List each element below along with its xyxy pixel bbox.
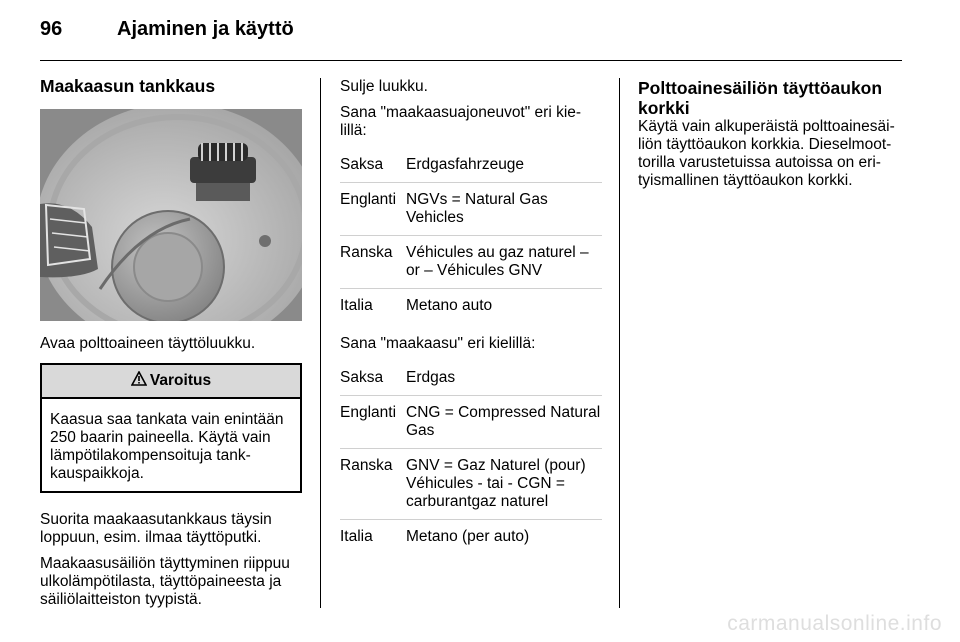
table-row bbox=[340, 361, 602, 396]
table-row bbox=[340, 148, 602, 183]
term-cell: Erdgas bbox=[406, 369, 456, 386]
table-row bbox=[340, 289, 602, 324]
language-cell: Saksa bbox=[340, 369, 384, 386]
table-row bbox=[340, 236, 602, 289]
page-number: 96 bbox=[40, 18, 63, 40]
term-cell: GNV = Gaz Naturel (pour) Véhicules - tai - CGN = carburantgaz naturel bbox=[406, 449, 602, 520]
column-divider-2 bbox=[619, 78, 620, 608]
paragraph-complete-refuelling: Suorita maakaasutankkaus täysin loppuun, esim. ilmaa täyttöputki. bbox=[40, 511, 272, 546]
column-divider-1 bbox=[320, 78, 321, 608]
fuel-filler-photo bbox=[40, 109, 302, 321]
term-cell: Metano (per auto) bbox=[406, 520, 602, 555]
warning-text: Kaasua saa tankata vain enintään 250 baarin paineella. Käytä vain lämpötilakompensoituja tank-kauspaikkoja. bbox=[50, 411, 284, 482]
term-cell: Véhicules au gaz naturel – or – Véhicules GNV bbox=[406, 236, 602, 289]
column-2 bbox=[340, 78, 602, 566]
photo-caption: Avaa polttoaineen täyttöluukku. bbox=[40, 335, 256, 352]
paragraph-close-flap: Sulje luukku. bbox=[340, 78, 428, 95]
term-cell: NGVs = Natural Gas Vehicles bbox=[406, 183, 602, 236]
vehicle-terms-table bbox=[340, 148, 602, 323]
language-cell: Italia bbox=[340, 520, 406, 555]
term-cell: Erdgasfahrzeuge bbox=[406, 156, 525, 173]
warning-title: Varoitus bbox=[149, 372, 212, 389]
term-cell: Metano auto bbox=[406, 289, 602, 324]
watermark: carmanualsonline.info bbox=[727, 612, 942, 635]
warning-triangle-icon bbox=[131, 371, 147, 391]
paragraph-gas-term-intro: Sana "maakaasu" eri kielillä: bbox=[340, 335, 536, 352]
section-heading-cng-refuelling: Maakaasun tankkaus bbox=[40, 76, 216, 96]
table-row bbox=[340, 396, 602, 449]
column-3 bbox=[638, 78, 902, 198]
table-row bbox=[340, 183, 602, 236]
table-row bbox=[340, 449, 602, 520]
language-cell: Ranska bbox=[340, 236, 406, 289]
term-cell: CNG = Compressed Natural Gas bbox=[406, 396, 602, 449]
paragraph-tank-filling: Maakaasusäiliön täyttyminen riippuu ulkolämpötilasta, täyttöpaineesta ja säiliölaitteiston tyypistä. bbox=[40, 555, 290, 608]
gas-terms-table bbox=[340, 361, 602, 554]
paragraph-vehicle-term-intro: Sana "maakaasuajoneuvot" eri kie-lillä: bbox=[340, 104, 582, 139]
warning-box bbox=[40, 363, 302, 493]
header-rule bbox=[40, 60, 902, 61]
column-1 bbox=[40, 76, 302, 617]
language-cell: Englanti bbox=[340, 396, 406, 449]
section-heading-filler-cap: Polttoainesäiliön täyttöaukon korkki bbox=[638, 78, 883, 118]
chapter-title: Ajaminen ja käyttö bbox=[117, 18, 294, 40]
table-row bbox=[340, 520, 602, 555]
language-cell: Englanti bbox=[340, 183, 406, 236]
language-cell: Saksa bbox=[340, 156, 384, 173]
paragraph-filler-cap: Käytä vain alkuperäistä polttoainesäi-liön täyttöaukon korkkia. Dieselmoot-torilla varustetuissa autoissa on eri-tyismallinen täyttöaukon korkki. bbox=[638, 118, 895, 189]
language-cell: Italia bbox=[340, 289, 406, 324]
warning-header bbox=[42, 365, 300, 399]
language-cell: Ranska bbox=[340, 449, 406, 520]
